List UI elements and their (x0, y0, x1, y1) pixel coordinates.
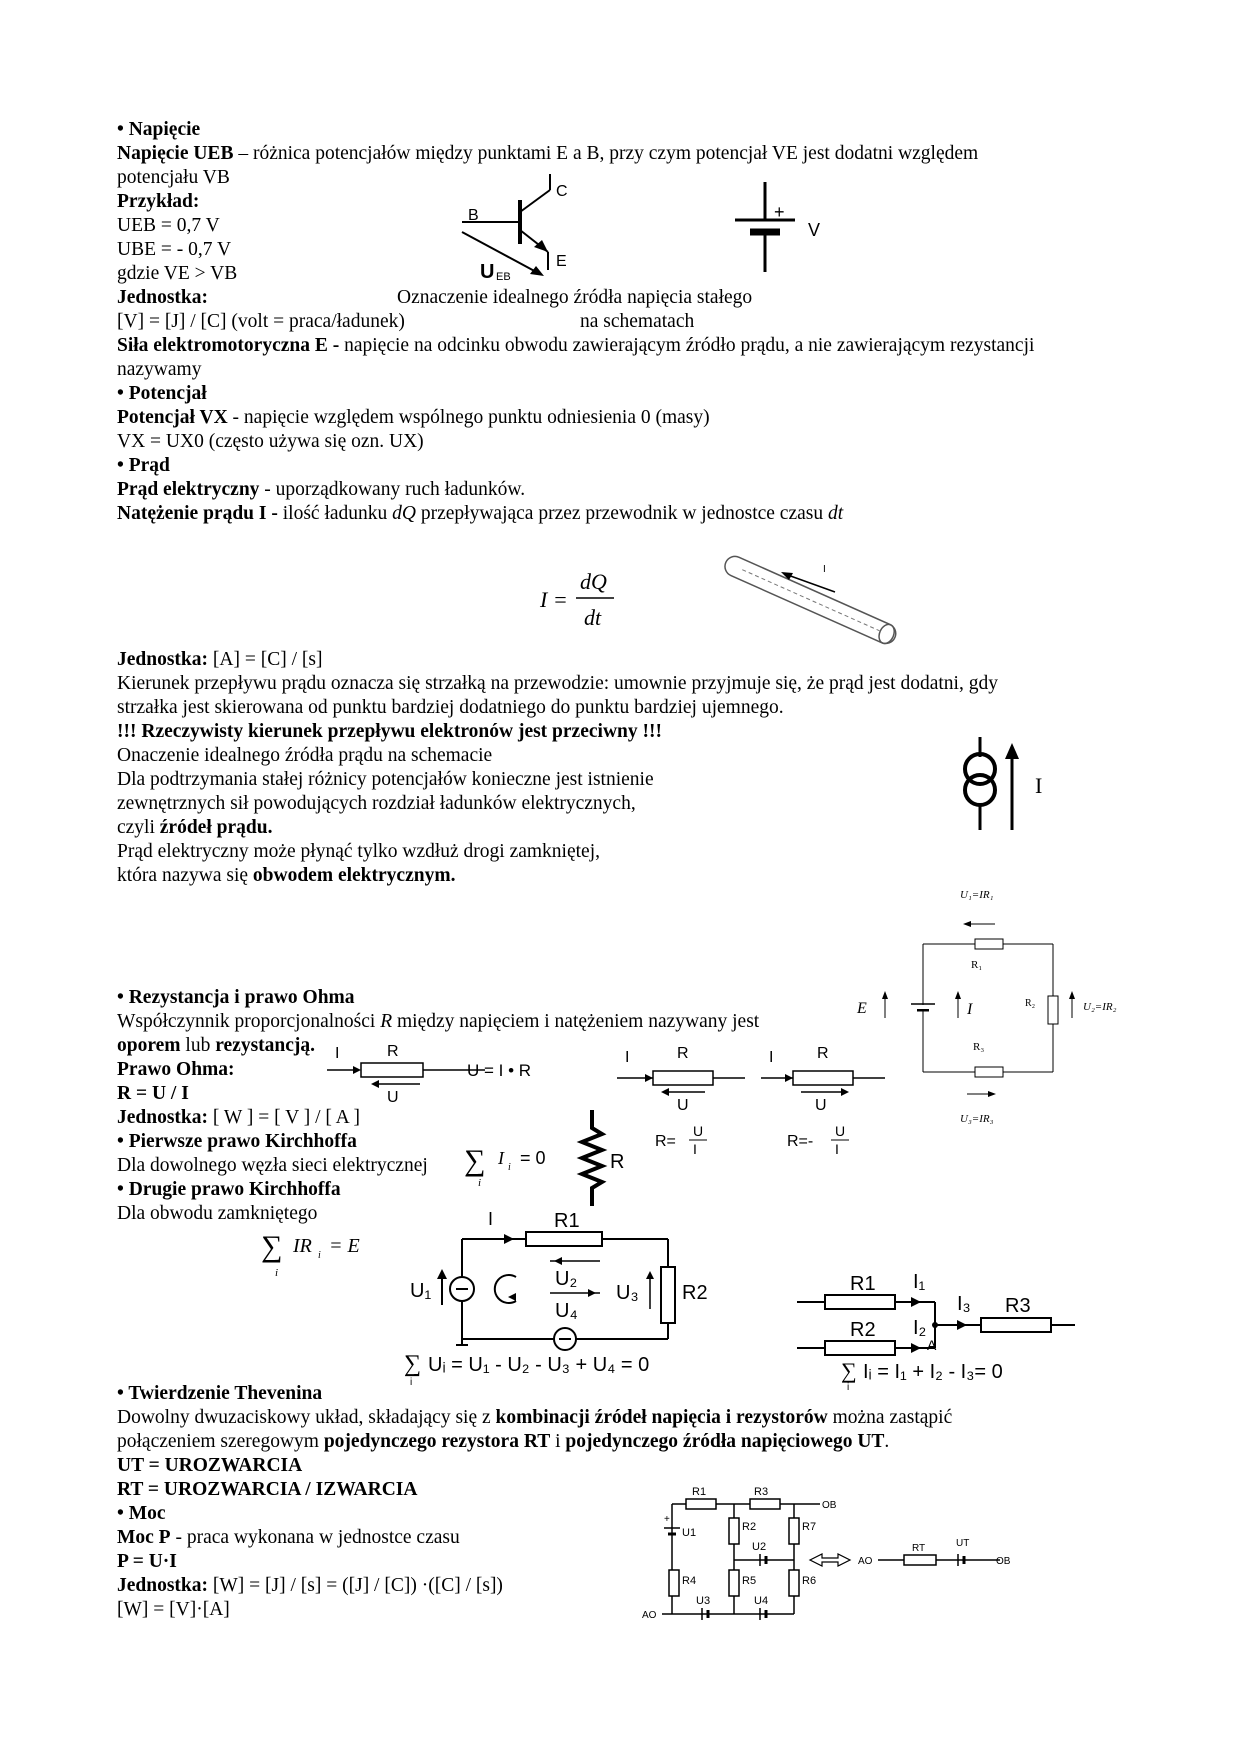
natezenie-definition: Natężenie prądu I - ilość ładunku dQ przepływająca przez przewodnik w jednostce czasu dt (117, 503, 844, 524)
thev-r4: R4 (682, 1575, 697, 1587)
potencjal-definition: Potencjał VX - napięcie względem wspólnego punktu odniesienia 0 (masy) (117, 407, 710, 428)
k1-symbol-sub: i (508, 1162, 511, 1173)
k2-r1: R1 (554, 1210, 580, 1232)
formula-denominator: dt (584, 605, 602, 630)
example-line: UEB = 0,7 V (117, 215, 220, 236)
k2-current-i: I (488, 1209, 494, 1229)
source-caption-cont: na schematach (580, 311, 695, 332)
section-rezystancja-heading: • Rezystancja i prawo Ohma (117, 987, 355, 1008)
ohm2-i: I (625, 1049, 630, 1066)
ohm3-u: U (815, 1097, 827, 1114)
k1-sigma: ∑ (841, 1358, 857, 1383)
thev-r5: R5 (742, 1575, 757, 1587)
k1-i2: I₂ (913, 1317, 927, 1339)
k1-text: Dla dowolnego węzła sieci elektrycznej (117, 1155, 428, 1176)
thev-u2: U2 (752, 1541, 767, 1553)
sem-definition: Siła elektromotoryczna E - napięcie na odcinku obwodu zawierającym źródło prądu, a nie zawierającym rezystancji (117, 335, 1035, 356)
label-e: E (556, 253, 567, 270)
onaczenie-line: Onaczenie idealnego źródła prądu na schemacie (117, 745, 493, 766)
moc-unit: Jednostka: [W] = [J] / [s] = ([J] / [C]) ·([C] / [s]) (117, 1575, 503, 1596)
thev-r2: R2 (742, 1521, 757, 1533)
plyniecie-line-2: która nazywa się obwodem elektrycznym. (117, 865, 456, 886)
thevenin-circuit-diagram (640, 1480, 1030, 1630)
transistor-diagram (460, 172, 590, 282)
ohm1-i: I (335, 1045, 340, 1062)
sem-definition-cont: nazywamy (117, 359, 202, 380)
k1-r3: R3 (1005, 1295, 1031, 1317)
ohm2-req: R= (655, 1133, 676, 1150)
rezystancja-def-2: oporem lub rezystancją. (117, 1035, 316, 1056)
ohm3-i: I (769, 1049, 774, 1066)
plyniecie-line-1: Prąd elektryczny może płynąć tylko wzdłuż drogi zamkniętej, (117, 841, 600, 862)
thev-r7: R7 (802, 1521, 817, 1533)
k1-heading: • Pierwsze prawo Kirchhoffa (117, 1131, 357, 1152)
thev-a: AO (642, 1610, 657, 1621)
thev-ut: UT (956, 1538, 970, 1549)
label-e: E (857, 1000, 867, 1017)
k1-equals-zero: = 0 (520, 1148, 546, 1168)
k2-sigma: ∑ (404, 1351, 422, 1377)
prad-unit: Jednostka: [A] = [C] / [s] (117, 649, 323, 670)
source-caption: Oznaczenie idealnego źródła napięcia stałego (397, 287, 753, 308)
k2-text: Dla obwodu zamkniętego (117, 1203, 318, 1224)
wire-diagram (715, 562, 910, 647)
current-source-label: I (1035, 773, 1043, 798)
section-prad-heading: • Prąd (117, 455, 170, 476)
wire-current-label: I (823, 564, 826, 575)
k2-u3: U₃ (616, 1282, 639, 1304)
label-u2: U₂=IR₂ (1083, 1001, 1117, 1013)
thev-eq-ob: OB (996, 1556, 1011, 1567)
label-c: C (556, 183, 568, 200)
thev-u1: U1 (682, 1527, 697, 1539)
label-v: V (808, 220, 821, 240)
rezystancja-unit: Jednostka: [ W ] = [ V ] / [ A ] (117, 1107, 361, 1128)
moc-formula: P = U·I (117, 1551, 177, 1572)
current-formula (530, 565, 640, 640)
rzeczywisty-kierunek: !!! Rzeczywisty kierunek przepływu elektronów jest przeciwny !!! (117, 721, 662, 742)
k1-sigma-sub: i (478, 1177, 482, 1189)
k1-node-a: A (927, 1337, 937, 1353)
k1-symbol-i: I (498, 1148, 504, 1168)
k2-formula (255, 1222, 395, 1282)
rezystancja-def-1: Współczynnik proporcjonalności R między napięciem i natężeniem nazywany jest (117, 1011, 760, 1032)
ohm2-r: R (677, 1045, 689, 1062)
ohm1-r: R (387, 1043, 399, 1060)
moc-definition: Moc P - praca wykonana w jednostce czasu (117, 1527, 460, 1548)
ohm3-frac-u: U (835, 1123, 846, 1139)
k2-r2: R2 (682, 1282, 708, 1304)
example-line: gdzie VE > VB (117, 263, 238, 284)
k2-eq-sub: i (410, 1377, 413, 1388)
ohm1-u: U (387, 1089, 399, 1106)
current-source-symbol (955, 735, 1045, 835)
k1-formula (462, 1108, 642, 1208)
unit-label: Jednostka: (117, 287, 209, 308)
k2-u2: U₂ (555, 1268, 578, 1290)
label-u1: U₁=IR₁ (960, 889, 994, 901)
k1-sigma: ∑ (464, 1144, 486, 1177)
thev-rt: RT (912, 1543, 926, 1554)
k1-equation: Iᵢ = I₁ + I₂ - I₃= 0 (863, 1361, 1003, 1383)
k2-equals-e: = E (329, 1235, 360, 1257)
k2-ir: IR (293, 1235, 312, 1257)
label-i: I (967, 1001, 973, 1018)
thev-r1: R1 (692, 1486, 707, 1498)
k2-u1: U₁ (410, 1280, 432, 1302)
formula-numerator: dQ (580, 569, 607, 594)
k2-equation: Uᵢ = U₁ - U₂ - U₃ + U₄ = 0 (428, 1354, 650, 1376)
label-u-sub: EB (496, 271, 511, 283)
ohm2-frac-u: U (693, 1123, 704, 1139)
thevenin-line-2: połączeniem szeregowym pojedynczego rezystora RT i pojedynczego źródła napięciowego UT. (117, 1431, 890, 1452)
thevenin-rt: RT = UROZWARCIA / IZWARCIA (117, 1479, 418, 1500)
kierunek-line-1: Kierunek przepływu prądu oznacza się strzałką na przewodzie: umownie przyjmuje się, że prąd jest dodatni, gdy (117, 673, 998, 694)
k2-sigma: ∑ (261, 1230, 283, 1263)
kierunek-line-2: strzałka jest skierowana od punktu bardziej dodatniego do punktu bardziej ujemnego. (117, 697, 784, 718)
label-u3: U₃=IR₃ (960, 1113, 994, 1125)
section-napiecie-heading: • Napięcie (117, 119, 201, 140)
unit-text: [V] = [J] / [C] (volt = praca/ładunek) (117, 311, 405, 332)
section-moc-heading: • Moc (117, 1503, 166, 1524)
label-r2: R₂ (1025, 998, 1036, 1009)
label-u: U (480, 261, 495, 283)
k1-i3: I₃ (957, 1293, 971, 1315)
plus-sign: + (774, 202, 785, 222)
thev-ob: OB (822, 1500, 837, 1511)
thev-u3: U3 (696, 1595, 711, 1607)
thevenin-line-1: Dowolny dwuzaciskowy układ, składający się z kombinacji źródeł napięcia i rezystorów można zastąpić (117, 1407, 953, 1428)
k2-sigma-sub: i (275, 1267, 279, 1279)
podtrzymanie-line-3: czyli źródeł prądu. (117, 817, 273, 838)
potencjal-line: VX = UX0 (często używa się ozn. UX) (117, 431, 424, 452)
podtrzymanie-line-2: zewnętrznych sił powodujących rozdział ładunków elektrycznych, (117, 793, 636, 814)
k2-u4: U₄ (555, 1300, 578, 1322)
ohm3-frac-i: I (835, 1141, 839, 1157)
k1-resistor-label: R (610, 1151, 625, 1173)
ohm-label: Prawo Ohma: (117, 1059, 235, 1080)
label-r1: R₁ (971, 959, 983, 971)
thev-r3: R3 (754, 1486, 769, 1498)
k2-circuit-diagram (400, 1205, 730, 1388)
ohm3-r: R (817, 1045, 829, 1062)
thev-r6: R6 (802, 1575, 817, 1587)
section-potencjal-heading: • Potencjał (117, 383, 207, 404)
voltage-source-symbol (730, 180, 830, 280)
k2-ir-sub: i (318, 1250, 321, 1261)
k1-i1: I₁ (913, 1271, 926, 1293)
ohm3-req: R=- (787, 1133, 814, 1150)
k2-heading: • Drugie prawo Kirchhoffa (117, 1179, 341, 1200)
example-label: Przykład: (117, 191, 200, 212)
moc-unit-2: [W] = [V]·[A] (117, 1599, 230, 1620)
ohm2-u: U (677, 1097, 689, 1114)
label-b: B (468, 207, 479, 224)
ohm-formula: R = U / I (117, 1083, 189, 1104)
example-line: UBE = - 0,7 V (117, 239, 232, 260)
section-thevenin-heading: • Twierdzenie Thevenina (117, 1383, 323, 1404)
thev-eq-a: AO (858, 1556, 873, 1567)
ohm2-frac-i: I (693, 1141, 697, 1157)
k1-circuit-diagram (795, 1268, 1085, 1393)
thevenin-ut: UT = UROZWARCIA (117, 1455, 303, 1476)
formula-lhs: I = (540, 587, 568, 612)
k1-r2: R2 (850, 1319, 876, 1341)
k1-eq-sub: i (847, 1382, 850, 1393)
prad-definition: Prąd elektryczny - uporządkowany ruch ładunków. (117, 479, 526, 500)
podtrzymanie-line-1: Dla podtrzymania stałej różnicy potencjałów konieczne jest istnienie (117, 769, 654, 790)
thev-u1-plus: + (664, 1514, 670, 1525)
thev-u4: U4 (754, 1595, 769, 1607)
k1-r1: R1 (850, 1273, 876, 1295)
ohm1-formula: U = I • R (467, 1061, 532, 1080)
napiecie-definition-cont: potencjału VB (117, 167, 230, 188)
napiecie-definition: Napięcie UEB – różnica potencjałów między punktami E a B, przy czym potencjał VE jest dodatni względem (117, 143, 979, 164)
label-r3: R₃ (973, 1041, 985, 1053)
